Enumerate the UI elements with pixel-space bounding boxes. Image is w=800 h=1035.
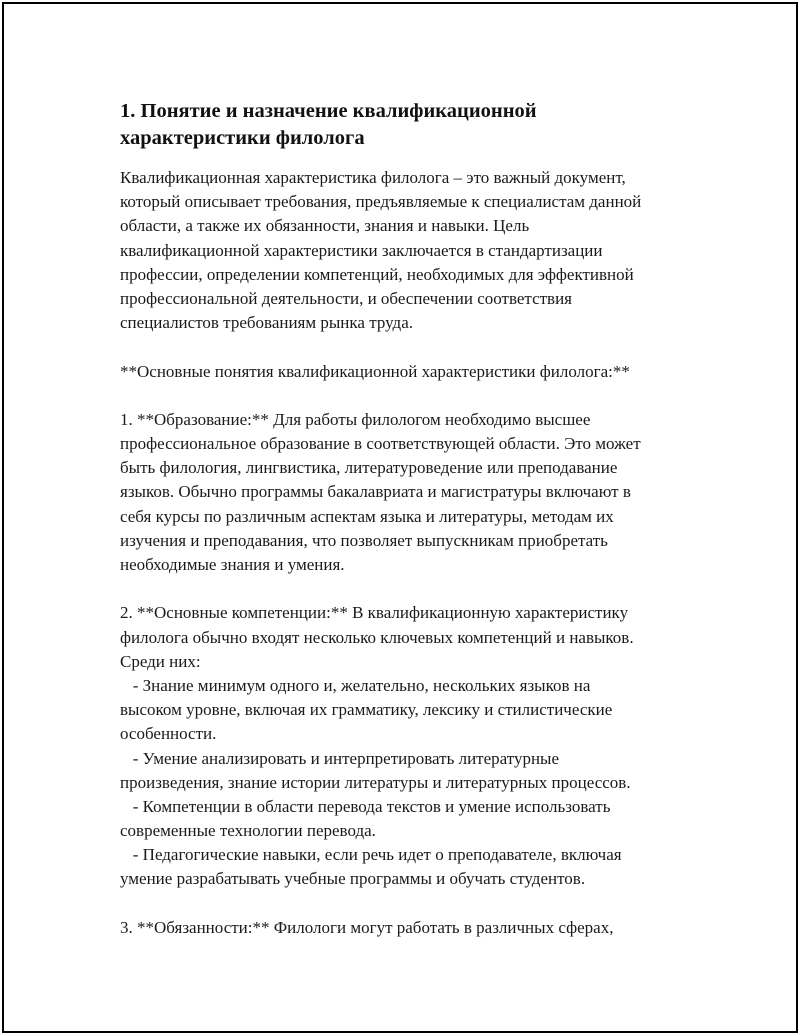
text-line: языков. Обычно программы бакалавриата и магистратуры включают в bbox=[120, 482, 631, 502]
text-line: - Компетенции в области перевода текстов и умение использовать bbox=[120, 796, 611, 816]
text-line: 3. **Обязанности:** Филологи могут работать в различных сферах, bbox=[120, 917, 614, 937]
text-line: - Умение анализировать и интерпретировать литературные bbox=[120, 748, 560, 768]
text-line: быть филология, лингвистика, литературоведение или преподавание bbox=[120, 458, 618, 478]
paragraph-duties bbox=[120, 916, 700, 940]
text-line: профессиональной деятельности, и обеспечении соответствия bbox=[120, 288, 572, 308]
text-line: профессиональное образование в соответствующей области. Это может bbox=[120, 434, 641, 454]
text-line: - Педагогические навыки, если речь идет о преподавателе, включая bbox=[120, 845, 622, 865]
page-frame bbox=[2, 2, 798, 1033]
text-line: 1. **Образование:** Для работы филологом необходимо высшее bbox=[120, 409, 591, 429]
text-line: **Основные понятия квалификационной характеристики филолога:** bbox=[120, 361, 630, 381]
text-line: высоком уровне, включая их грамматику, лексику и стилистические bbox=[120, 700, 613, 720]
text-line: профессии, определении компетенций, необходимых для эффективной bbox=[120, 264, 634, 284]
section-title bbox=[120, 98, 700, 152]
paragraph-gap bbox=[120, 577, 700, 601]
paragraph-gap bbox=[120, 892, 700, 916]
paragraph-gap bbox=[120, 384, 700, 408]
section-title-line: 1. Понятие и назначение квалификационной bbox=[120, 100, 537, 122]
text-line: филолога обычно входят несколько ключевых компетенций и навыков. bbox=[120, 627, 634, 647]
section-title-line: характеристики филолога bbox=[120, 127, 365, 149]
paragraph-intro bbox=[120, 166, 700, 335]
text-line: 2. **Основные компетенции:** В квалификационную характеристику bbox=[120, 603, 629, 623]
paragraph-gap bbox=[120, 335, 700, 359]
text-line: себя курсы по различным аспектам языка и литературы, методам их bbox=[120, 506, 614, 526]
text-line: особенности. bbox=[120, 724, 217, 744]
text-line: Среди них: bbox=[120, 651, 201, 671]
text-line: который описывает требования, предъявляемые к специалистам данной bbox=[120, 192, 642, 212]
text-line: произведения, знание истории литературы и литературных процессов. bbox=[120, 772, 631, 792]
text-line: современные технологии перевода. bbox=[120, 821, 376, 841]
text-line: изучения и преподавания, что позволяет выпускникам приобретать bbox=[120, 530, 608, 550]
paragraph-subheading bbox=[120, 360, 700, 384]
text-line: необходимые знания и умения. bbox=[120, 555, 345, 574]
text-line: области, а также их обязанности, знания и навыки. Цель bbox=[120, 216, 530, 236]
paragraph-competencies bbox=[120, 601, 700, 891]
text-line: умение разрабатывать учебные программы и обучать студентов. bbox=[120, 869, 586, 889]
document-body bbox=[120, 98, 700, 940]
text-line: - Знание минимум одного и, желательно, нескольких языков на bbox=[120, 675, 591, 695]
text-line: специалистов требованиям рынка труда. bbox=[120, 313, 413, 333]
text-line: квалификационной характеристики заключается в стандартизации bbox=[120, 240, 603, 260]
text-line: Квалификационная характеристика филолога – это важный документ, bbox=[120, 168, 626, 187]
paragraph-education bbox=[120, 408, 700, 577]
